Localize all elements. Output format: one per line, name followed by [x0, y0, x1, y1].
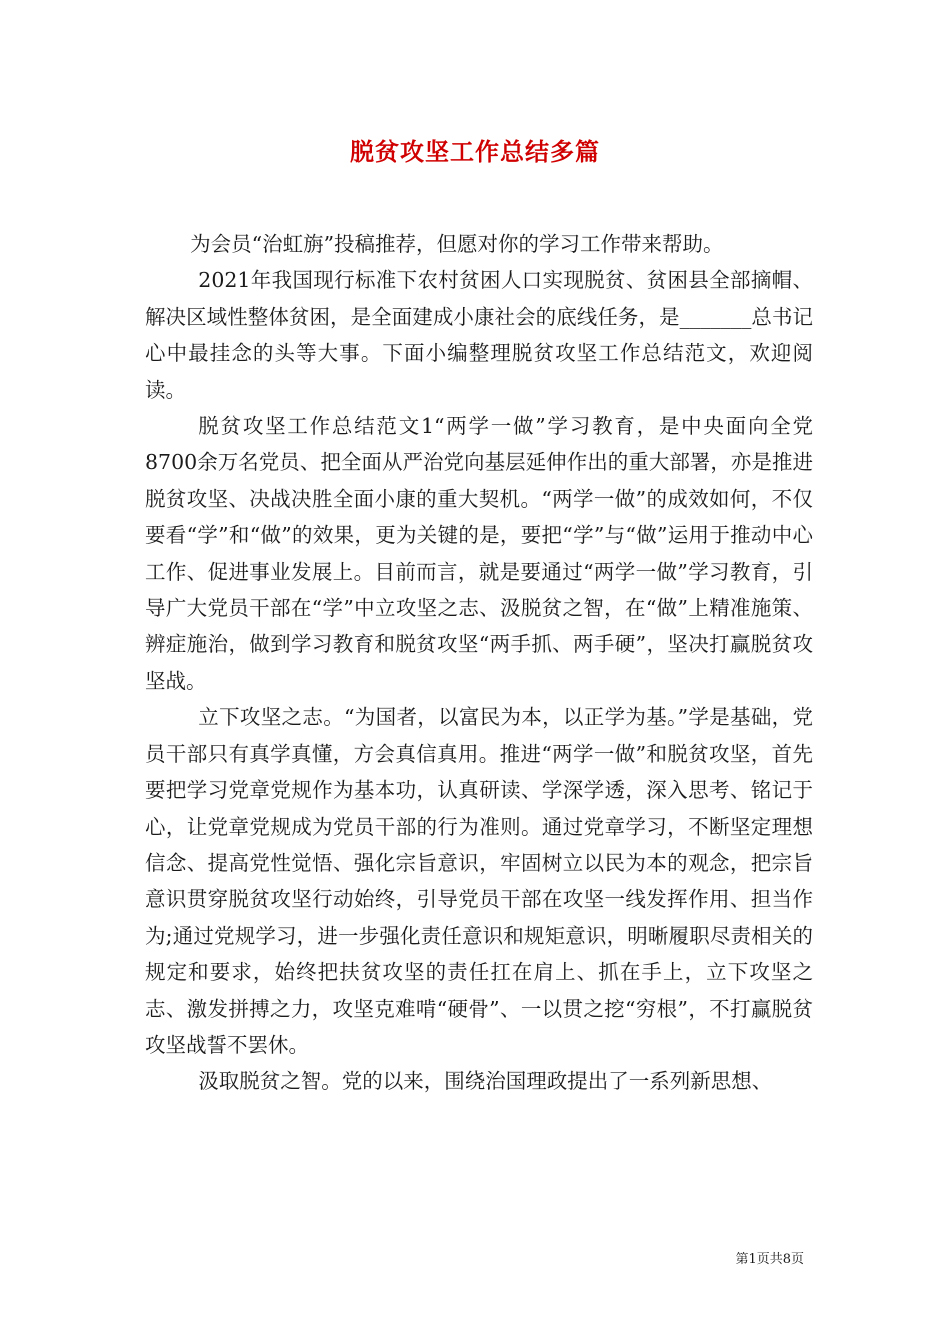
- page-number: 第1页共8页: [735, 1252, 804, 1267]
- document-body: [145, 226, 813, 1100]
- body-paragraph: 脱贫攻坚工作总结范文1“两学一做”学习教育，是中央面向全党8700余万名党员、把全面从严治党向基层延伸作出的重大部署，亦是推进脱贫攻坚、决战决胜全面小康的重大契机。“两学一做”的成效如何，不仅要看“学”和“做”的效果，更为关键的是，要把“学”与“做”运用于推动中心工作、促进事业发展上。目前而言，就是要通过“两学一做”学习教育，引导广大党员干部在“学”中立攻坚之志、汲脱贫之智，在“做”上精准施策、辨症施治，做到学习教育和脱贫攻坚“两手抓、两手硬”，坚决打赢脱贫攻坚战。: [145, 414, 813, 693]
- body-paragraph: 立下攻坚之志。“为国者，以富民为本，以正学为基。”学是基础，党员干部只有真学真懂，方会真信真用。推进“两学一做”和脱贫攻坚，首先要把学习党章党规作为基本功，认真研读、学深学透，深入思考、铭记于心，让党章党规成为党员干部的行为准则。通过党章学习，不断坚定理想信念、提高党性觉悟、强化宗旨意识，牢固树立以民为本的观念，把宗旨意识贯穿脱贫攻坚行动始终，引导党员干部在攻坚一线发挥作用、担当作为;通过党规学习，进一步强化责任意识和规矩意识，明晰履职尽责相关的规定和要求，始终把扶贫攻坚的责任扛在肩上、抓在手上，立下攻坚之志、激发拼搏之力，攻坚克难啃“硬骨”、一以贯之挖“穷根”，不打赢脱贫攻坚战誓不罢休。: [145, 705, 813, 1057]
- page-title: 脱贫攻坚工作总结多篇: [350, 137, 600, 166]
- intro-paragraph: 为会员“治虹旃”投稿推荐，但愿对你的学习工作带来帮助。: [190, 232, 724, 256]
- body-paragraph: 汲取脱贫之智。党的以来，围绕治国理政提出了一系列新思想、: [198, 1069, 773, 1094]
- body-paragraph: 2021年我国现行标准下农村贫困人口实现脱贫、贫困县全部摘帽、解决区域性整体贫困，是全面建成小康社会的底线任务，是_______总书记心中最挂念的头等大事。下面小编整理脱贫攻坚工作总结范文，欢迎阅读。: [145, 268, 813, 402]
